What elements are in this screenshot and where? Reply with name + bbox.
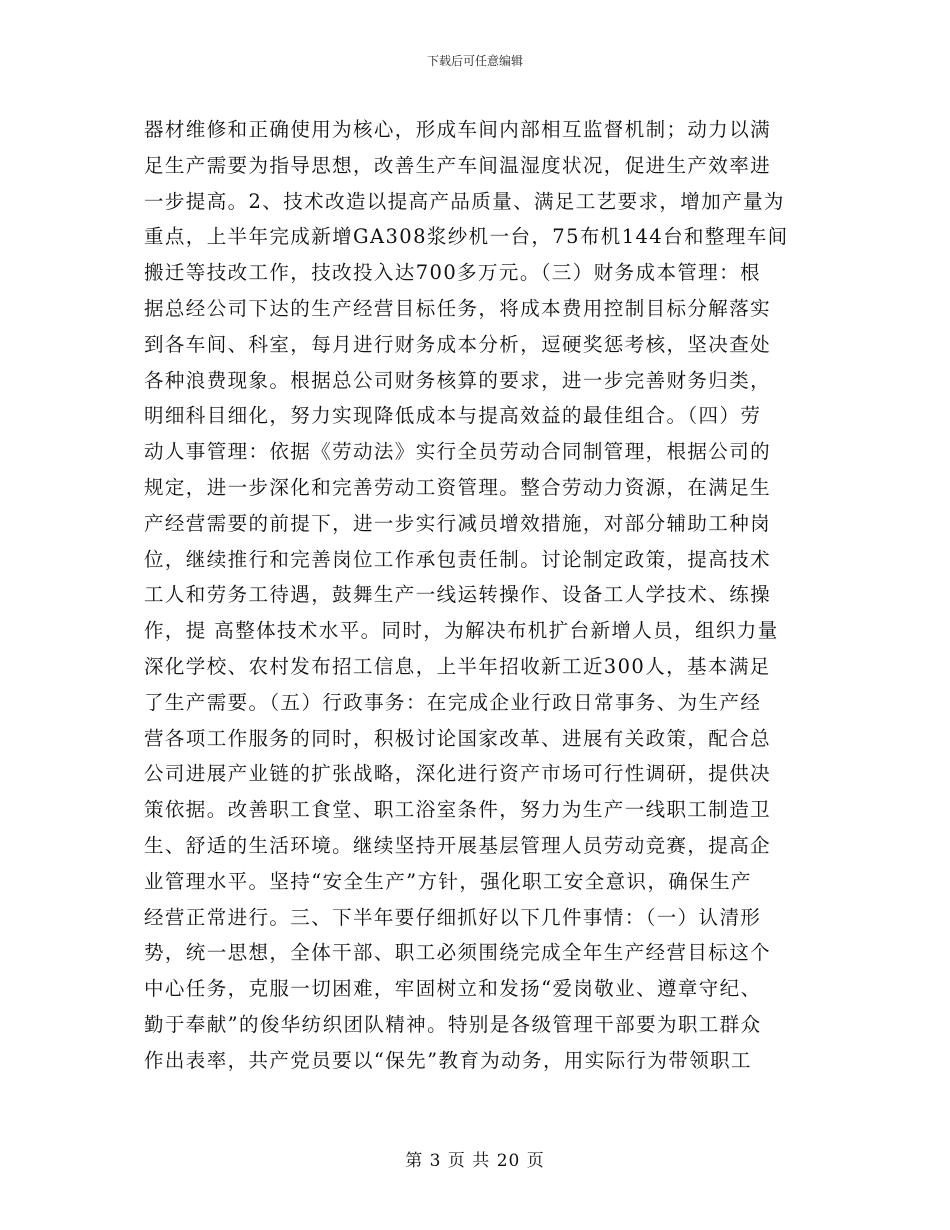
body-line: 势，统一思想，全体干部、职工必须围绕完成全年生产经营目标这个 (144, 941, 772, 965)
body-line: 生、舒适的生活环境。继续坚持开展基层管理人员劳动竞赛，提高企 (144, 833, 772, 857)
body-line: 产经营需要的前提下，进一步实行减员增效措施，对部分辅助工种岗 (144, 511, 772, 535)
body-line: 动人事管理：依据《劳动法》实行全员劳动合同制管理，根据公司的 (144, 440, 772, 464)
body-line: 规定，进一步深化和完善劳动工资管理。整合劳动力资源，在满足生 (144, 475, 772, 499)
page-footer: 第 3 页 共 20 页 (405, 1151, 545, 1171)
body-line: 作，提 高整体技术水平。同时，为解决布机扩台新增人员，组织力量 (144, 619, 779, 643)
body-line: 深化学校、农村发布招工信息，上半年招收新工近300人，基本满足 (144, 654, 771, 678)
body-line: 一步提高。2、技术改造以提高产品质量、满足工艺要求，增加产量为 (144, 189, 785, 213)
body-line: 各种浪费现象。根据总公司财务核算的要求，进一步完善财务归类， (144, 368, 772, 392)
body-text (144, 112, 809, 1079)
body-line: 明细科目细化，努力实现降低成本与提高效益的最佳组合。（四）劳 (144, 404, 762, 428)
body-line: 到各车间、科室，每月进行财务成本分析，逗硬奖惩考核，坚决查处 (144, 332, 772, 356)
body-line: 据总经公司下达的生产经营目标任务，将成本费用控制目标分解落实 (144, 296, 772, 320)
body-line: 业管理水平。坚持“安全生产”方针，强化职工安全意识，确保生产 (144, 869, 752, 893)
body-line: 公司进展产业链的扩张战略，深化进行资产市场可行性调研，提供决 (144, 762, 772, 786)
body-line: 足生产需要为指导思想，改善生产车间温湿度状况，促进生产效率进 (144, 153, 772, 177)
body-line: 器材维修和正确使用为核心，形成车间内部相互监督机制；动力以满 (144, 118, 772, 141)
body-line: 营各项工作服务的同时，积极讨论国家改革、进展有关政策，配合总 (144, 726, 772, 750)
body-line: 勤于奉献”的俊华纺织团队精神。特别是各级管理干部要为职工群众 (144, 1012, 762, 1036)
body-line: 了生产需要。（五）行政事务：在完成企业行政日常事务、为生产经 (144, 690, 762, 714)
body-line: 经营正常进行。三、下半年要仔细抓好以下几件事情：（一）认清形 (144, 905, 762, 929)
page-header: 下载后可任意编辑 (426, 54, 523, 68)
body-line: 工人和劳务工待遇，鼓舞生产一线运转操作、设备工人学技术、练操 (144, 583, 772, 607)
body-line: 中心任务，克服一切困难，牢固树立和发扬“爱岗敬业、遵章守纪、 (144, 977, 762, 1001)
body-line: 重点，上半年完成新增GA308浆纱机一台，75布机144台和整理车间 (144, 225, 789, 249)
body-line: 作出表率，共产党员要以“保先”教育为动务，用实际行为带领职工 (144, 1048, 752, 1072)
body-line: 搬迁等技改工作，技改投入达700多万元。（三）财务成本管理：根 (144, 261, 761, 285)
body-line: 策依据。改善职工食堂、职工浴室条件，努力为生产一线职工制造卫 (144, 798, 772, 822)
body-line: 位，继续推行和完善岗位工作承包责任制。讨论制定政策，提高技术 (144, 547, 772, 571)
